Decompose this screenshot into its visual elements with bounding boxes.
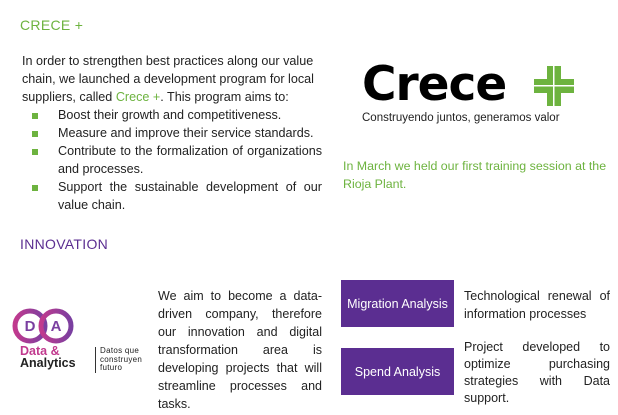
crece-heading: CRECE + (20, 17, 84, 33)
crece-intro (22, 52, 324, 106)
bullet-square-icon (32, 113, 38, 119)
crece-logo-word: Crece (362, 57, 507, 112)
green-plus-cross-icon (534, 66, 574, 106)
intro-text-end: . This program aims to: (160, 90, 289, 104)
da-letter-d: D (24, 318, 36, 335)
list-item: Measure and improve their service standards. (30, 124, 322, 142)
crece-logo (362, 58, 612, 128)
bullet-square-icon (32, 185, 38, 191)
da-monogram-icon (10, 308, 80, 344)
innovation-heading: INNOVATION (20, 236, 109, 252)
crece-goals-list (30, 106, 322, 214)
da-letter-a: A (50, 318, 62, 335)
spend-analysis-description: Project developed to optimize purchasing strategies with Data support. (464, 340, 610, 405)
migration-analysis-label: Migration Analysis (341, 280, 454, 327)
data-analytics-logo (10, 308, 150, 378)
intro-highlight: Crece + (115, 90, 161, 104)
spend-analysis-label: Spend Analysis (341, 348, 454, 395)
list-item: Contribute to the formalization of organizations and processes. (30, 142, 322, 178)
training-note: In March we held our first training session at the Rioja Plant. (343, 159, 607, 191)
da-logo-name: Data & Analytics (20, 344, 76, 370)
bullet-square-icon (32, 149, 38, 155)
intro-text-start: In order to strengthen best practices along our value chain, we launched a development program for local suppliers, called (22, 54, 314, 104)
da-logo-tagline: Datos que construyen futuro (95, 347, 142, 373)
migration-analysis-description: Technological renewal of information processes (464, 289, 610, 321)
list-item: Support the sustainable development of our value chain. (30, 178, 322, 214)
list-item: Boost their growth and competitiveness. (30, 106, 322, 124)
crece-logo-tagline: Construyendo juntos, generamos valor (362, 112, 560, 124)
bullet-square-icon (32, 131, 38, 137)
innovation-description: We aim to become a data-driven company, therefore our innovation and digital transformation area is developing projects that will streamline processes and tasks. (158, 289, 322, 411)
